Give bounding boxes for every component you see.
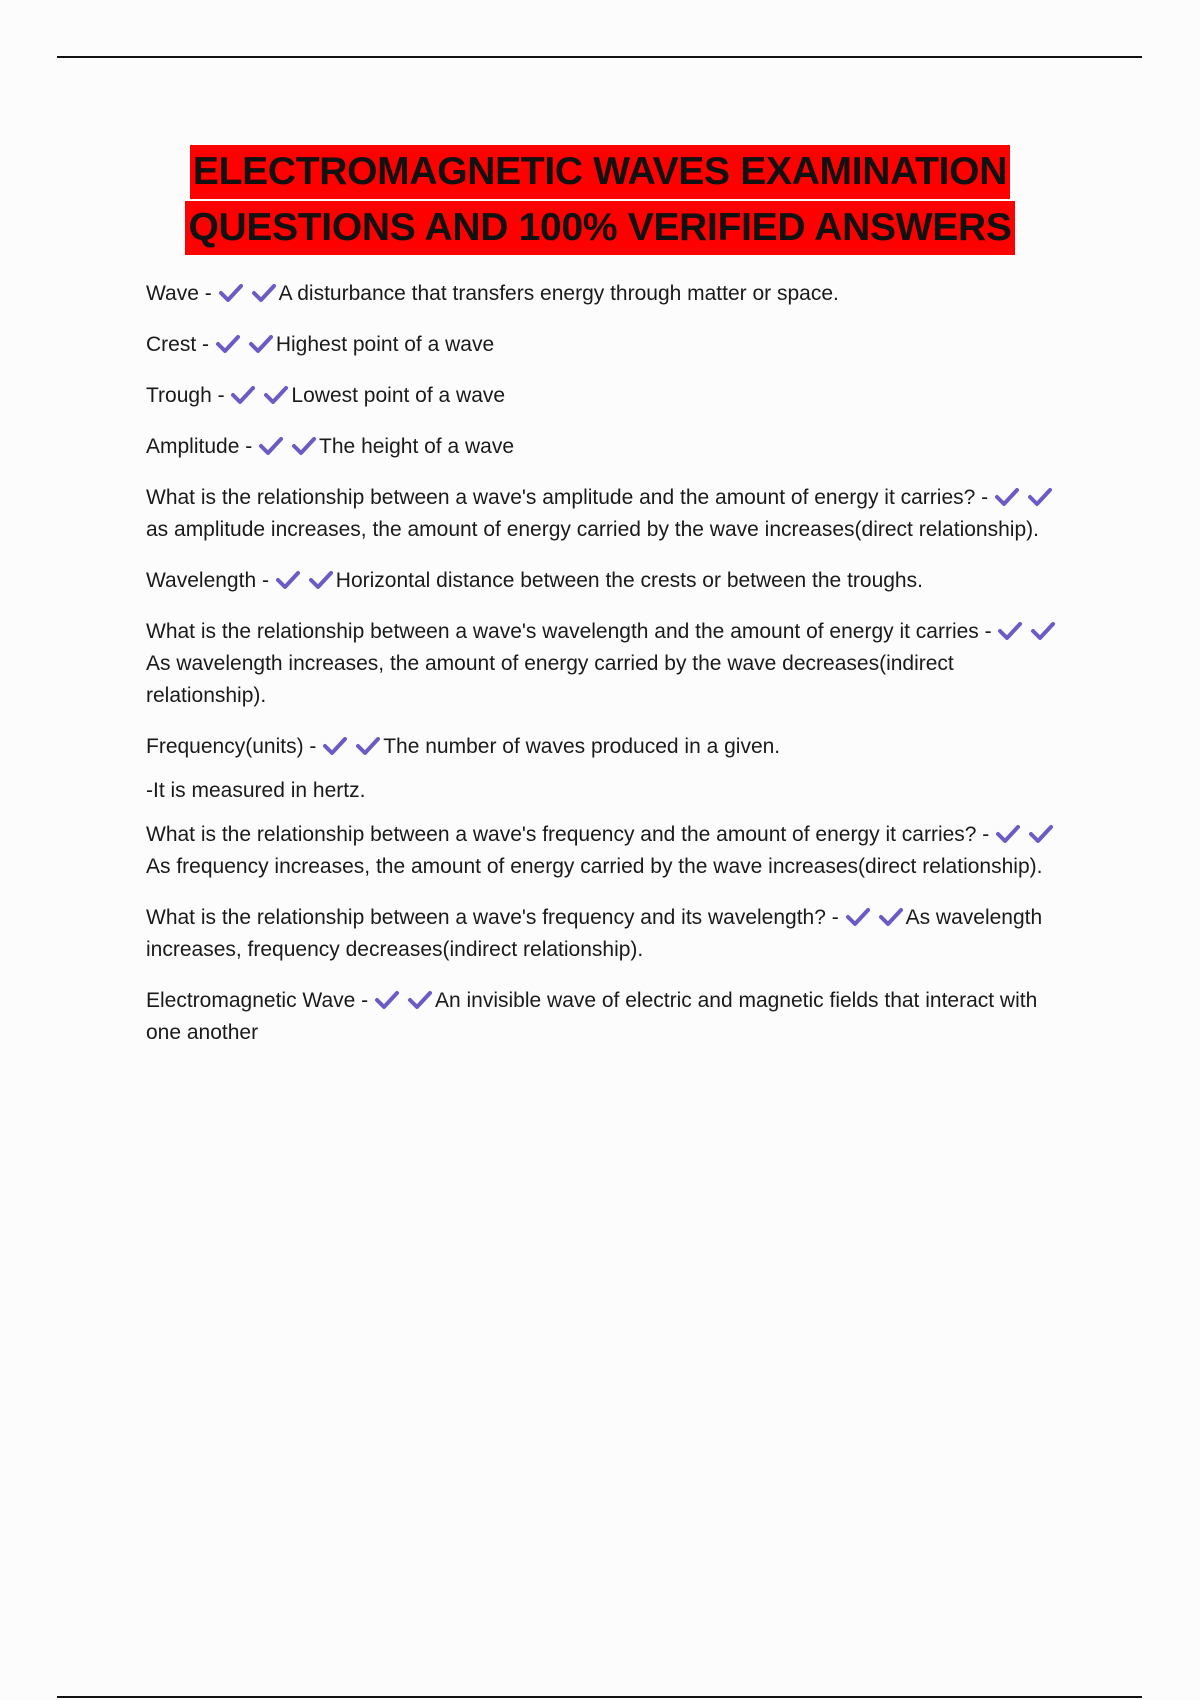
qa-entry-frequency-energy	[146, 819, 1066, 883]
check-icon	[1027, 487, 1055, 507]
entry-answer: As wavelength increases, frequency decreases(indirect relationship).	[146, 906, 1043, 961]
entry-answer: as amplitude increases, the amount of energy carried by the wave increases(direct relationship).	[146, 518, 1039, 541]
entry-answer: The height of a wave	[319, 435, 515, 458]
entry-term: What is the relationship between a wave's wavelength and the amount of energy it carries -	[146, 620, 998, 643]
check-icon	[230, 385, 258, 405]
entry-term: Wave -	[146, 282, 218, 305]
check-icon	[1028, 824, 1056, 844]
qa-entry-frequency-units	[146, 731, 1066, 763]
entry-answer: A disturbance that transfers energy through matter or space.	[278, 282, 839, 305]
title-line-2: QUESTIONS AND 100% VERIFIED ANSWERS	[185, 201, 1014, 255]
entry-answer: As wavelength increases, the amount of energy carried by the wave decreases(indirect relationship).	[146, 652, 954, 707]
check-icon	[263, 385, 291, 405]
qa-entry-wavelength	[146, 565, 1066, 597]
entry-note: -It is measured in hertz.	[146, 779, 366, 802]
qa-entry-amplitude	[146, 431, 1066, 463]
qa-entry-trough	[146, 380, 1066, 412]
check-icon	[878, 907, 906, 927]
qa-entry-crest	[146, 329, 1066, 361]
check-icon	[407, 990, 435, 1010]
check-icon	[995, 824, 1023, 844]
entry-term: Amplitude -	[146, 435, 259, 458]
entry-term: What is the relationship between a wave's frequency and its wavelength? -	[146, 906, 845, 929]
check-icon	[374, 990, 402, 1010]
check-icon	[248, 334, 276, 354]
check-icon	[1030, 621, 1058, 641]
check-icon	[308, 570, 336, 590]
check-icon	[994, 487, 1022, 507]
entry-answer: Lowest point of a wave	[291, 384, 506, 407]
qa-note-hertz	[146, 775, 1066, 807]
document-title	[0, 145, 1200, 255]
qa-entry-frequency-wavelength	[146, 902, 1066, 966]
check-icon	[322, 736, 350, 756]
qa-entry-wave	[146, 278, 1066, 310]
entry-term: Electromagnetic Wave -	[146, 989, 374, 1012]
entry-answer: An invisible wave of electric and magnetic fields that interact with one another	[146, 989, 1038, 1044]
check-icon	[355, 736, 383, 756]
qa-entry-amplitude-energy	[146, 482, 1066, 546]
qa-entry-wavelength-energy	[146, 616, 1066, 712]
footer-rule	[57, 1696, 1142, 1698]
check-icon	[215, 334, 243, 354]
entry-answer: As frequency increases, the amount of energy carried by the wave increases(direct relationship).	[146, 855, 1043, 878]
check-icon	[275, 570, 303, 590]
entry-term: Frequency(units) -	[146, 735, 323, 758]
check-icon	[218, 283, 246, 303]
check-icon	[251, 283, 279, 303]
check-icon	[997, 621, 1025, 641]
qa-entry-electromagnetic-wave	[146, 985, 1066, 1049]
entry-answer: Horizontal distance between the crests or between the troughs.	[335, 569, 923, 592]
entry-term: What is the relationship between a wave's amplitude and the amount of energy it carries? -	[146, 486, 994, 509]
header-rule	[57, 56, 1142, 58]
entry-term: Crest -	[146, 333, 215, 356]
check-icon	[845, 907, 873, 927]
entry-term: Wavelength -	[146, 569, 275, 592]
entry-answer: The number of waves produced in a given.	[383, 735, 781, 758]
check-icon	[291, 436, 319, 456]
check-icon	[258, 436, 286, 456]
entry-answer: Highest point of a wave	[275, 333, 495, 356]
qa-list	[146, 278, 1066, 1068]
entry-term: What is the relationship between a wave's frequency and the amount of energy it carries? -	[146, 823, 996, 846]
title-line-1: ELECTROMAGNETIC WAVES EXAMINATION	[190, 145, 1010, 199]
entry-term: Trough -	[146, 384, 231, 407]
